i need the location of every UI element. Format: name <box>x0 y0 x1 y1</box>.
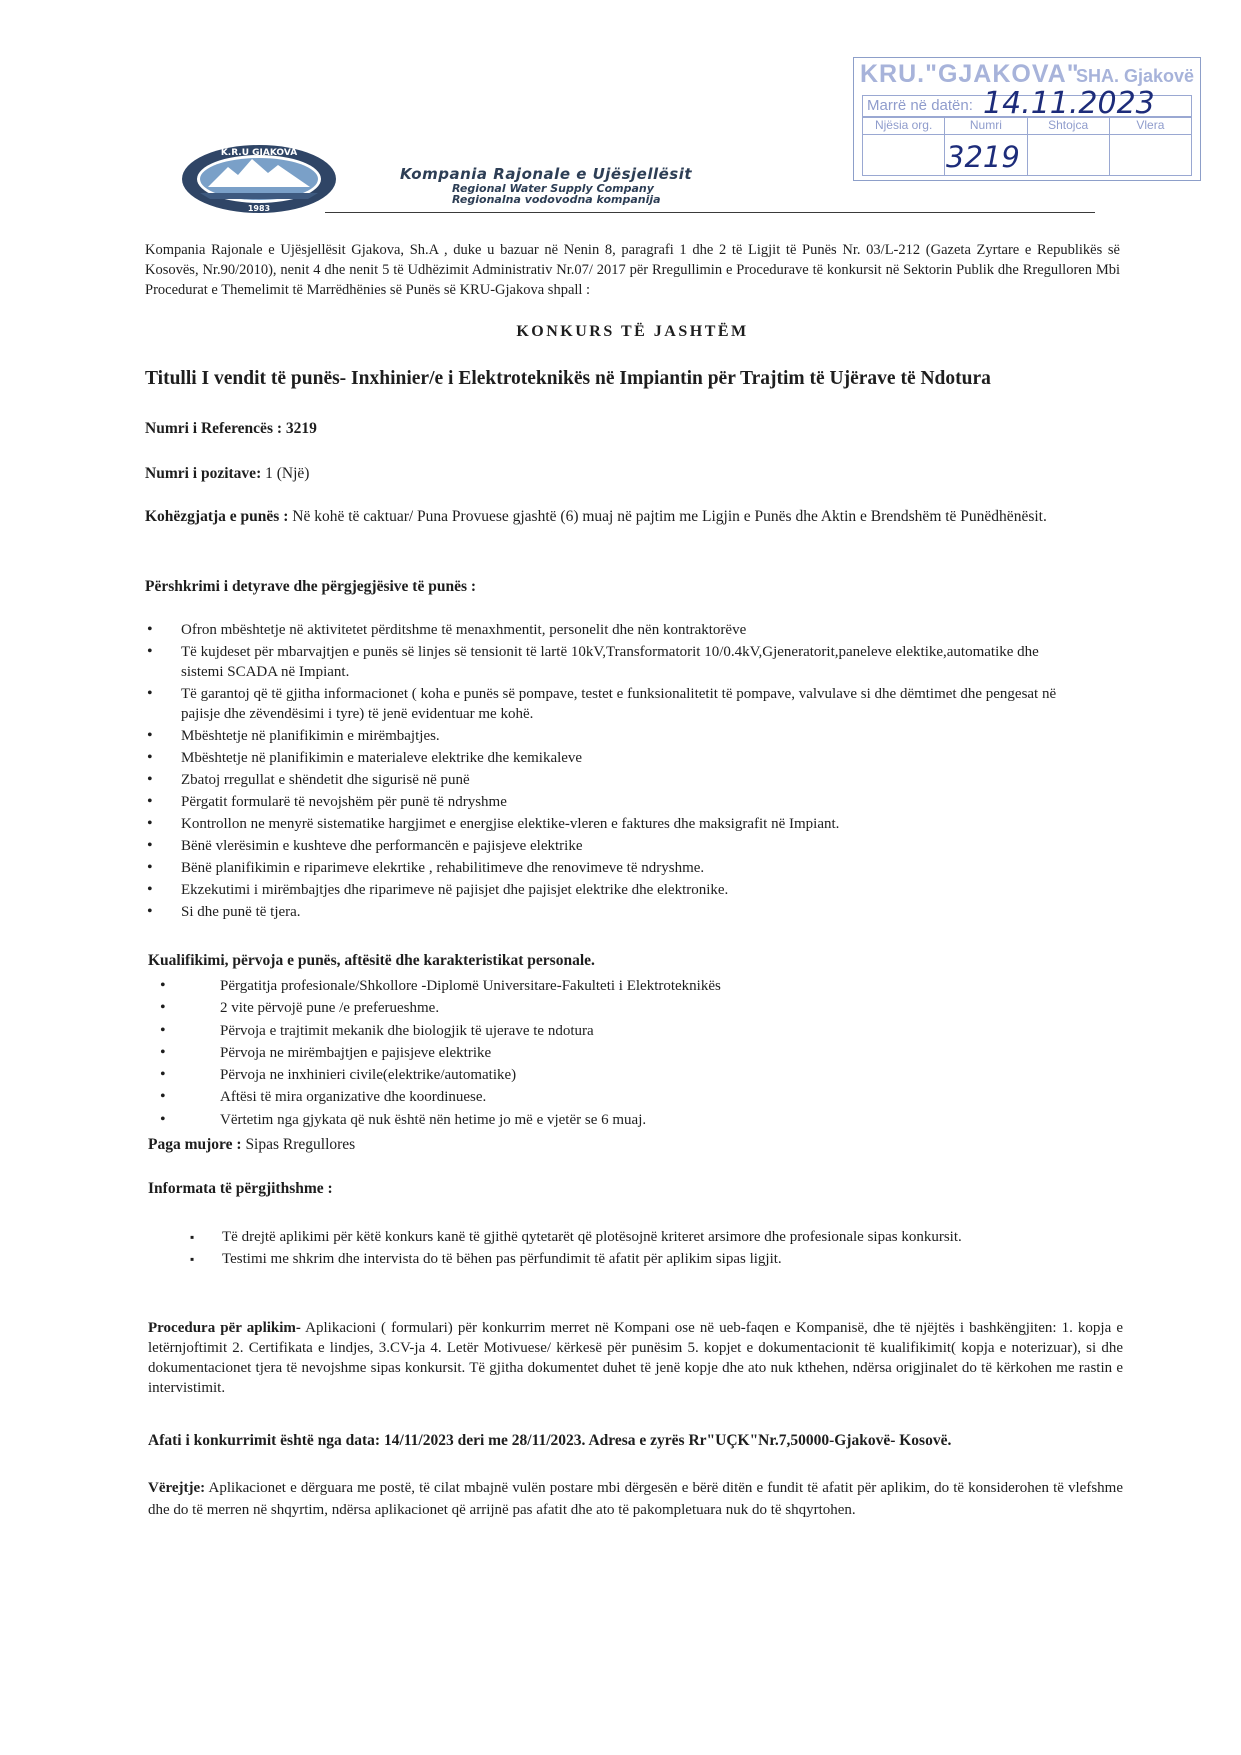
duty-item: • Bënë planifikimin e riparimeve elekrtike , rehabilitimeve dhe renovimeve të ndryshme. <box>147 858 1077 878</box>
reference-label: Numri i Referencës : <box>145 420 283 437</box>
stamp-date-value: 14.11.2023 <box>983 86 1155 121</box>
duty-item: • Të garantoj që të gjitha informacionet ( koha e punës së pompave, testet e funksionalitetit të pompave, valvulave si dhe dëmtimet dhe pengesat në pajisje dhe zëvendësimi i tyre) të jenë evidentuar me kohë. <box>147 684 1077 724</box>
duty-item: • Mbështetje në planifikimin e materialeve elektrike dhe kemikaleve <box>147 748 1077 768</box>
qualification-item: • Vërtetim nga gjykata që nuk është nën hetime jo më e vjetër se 6 muaj. <box>160 1110 1080 1130</box>
logo-top-text: K.R.U GJAKOVA <box>220 148 298 158</box>
company-name-en: Regional Water Supply Company <box>452 181 654 195</box>
duty-item: • Mbështetje në planifikimin e mirëmbajtjes. <box>147 726 1077 746</box>
stamp-col-annex: Shtojca <box>1028 117 1110 134</box>
company-logo <box>180 143 338 215</box>
stamp-org: KRU."GJAKOVA" <box>860 60 1080 88</box>
duties-heading: Përshkrimi i detyrave dhe përgjegjësive të punës : <box>145 578 477 595</box>
procedure-label: Procedura për aplikim- <box>148 1320 301 1336</box>
received-stamp <box>853 57 1201 181</box>
positions-count <box>145 465 309 483</box>
application-deadline: Afati i konkurrimit është nga data: 14/11/2023 deri me 28/11/2023. Adresa e zyrës Rr"UÇK"Nr.7,50000-Gjakovë- Kosovë. <box>148 1432 952 1449</box>
duty-item: • Ekzekutimi i mirëmbajtjes dhe riparimeve në pajisjet dhe pajisjet elektrike dhe elektronike. <box>147 880 1077 900</box>
monthly-pay <box>148 1136 355 1154</box>
duty-item: • Zbatoj rregullat e shëndetit dhe sigurisë në punë <box>147 770 1077 790</box>
qualifications-heading: Kualifikimi, përvoja e punës, aftësitë dhe karakteristikat personale. <box>148 952 595 969</box>
remark <box>148 1477 1123 1521</box>
pay-label: Paga mujore : <box>148 1136 242 1153</box>
qualification-item: • Përvoja ne mirëmbajtjen e pajisjeve elektrike <box>160 1043 1080 1063</box>
company-name-block <box>400 167 830 206</box>
duty-item: • Përgatit formularë të nevojshëm për punë të ndryshme <box>147 792 1077 812</box>
qualification-item: • Përvoja e trajtimit mekanik dhe biologjik të ujerave te ndotura <box>160 1021 1080 1041</box>
header-divider <box>325 212 1095 213</box>
pay-value: Sipas Rregullores <box>245 1136 356 1153</box>
stamp-suffix: SHA. Gjakovë <box>1075 66 1194 86</box>
logo-year: 1983 <box>247 204 271 213</box>
positions-label: Numri i pozitave: <box>145 465 262 482</box>
announcement-title: KONKURS TË JASHTËM <box>516 323 749 340</box>
application-procedure <box>148 1318 1123 1398</box>
company-name-sq: Kompania Rajonale e Ujësjellësit <box>400 165 693 183</box>
duty-item: • Si dhe punë të tjera. <box>147 902 1077 922</box>
reference-value: 3219 <box>285 420 317 437</box>
info-item: ▪ Testimi me shkrim dhe intervista do të bëhen pas përfundimit të afatit për aplikim sipas ligjit. <box>190 1249 1090 1269</box>
stamp-col-number: Numri <box>945 117 1027 134</box>
job-title: Titulli I vendit të punës- Inxhinier/e i Elektroteknikës në Impiantin për Trajtim të Ujërave të Ndotura <box>145 368 991 389</box>
stamp-columns <box>862 116 1192 135</box>
stamp-col-value: Vlera <box>1136 118 1165 132</box>
qualification-item: • Përvoja ne inxhinieri civile(elektrike/automatike) <box>160 1065 1080 1085</box>
duty-item: • Të kujdeset për mbarvajtjen e punës së linjes së tensionit të lartë 10kV,Transformatorit 10/0.4kV,Gjeneratorit,paneleve elektike,automatike dhe sistemi SCADA në Impiant. <box>147 642 1077 682</box>
remark-text: Aplikacionet e dërguara me postë, të cilat mbajnë vulën postare mbi dërgesën e bërë ditën e fundit të afatit për aplikim, do të konsiderohen të vlefshme dhe do të merren në shqyrtim, ndërsa aplikacionet që arrijnë pas afatit dhe ato të pakompletuara nuk do të shqyrtohen. <box>148 1480 1123 1518</box>
duration-label: Kohëzgjatja e punës : <box>145 508 289 525</box>
general-info-heading: Informata të përgjithshme : <box>148 1180 333 1197</box>
qualifications-list <box>160 976 1080 1132</box>
remark-label: Vërejtje: <box>148 1480 206 1496</box>
qualification-item: • Përgatitja profesionale/Shkollore -Diplomë Universitare-Fakulteti i Elektroteknikës <box>160 976 1080 996</box>
duty-item: • Ofron mbështetje në aktivitetet përditshme të menaxhmentit, personelit dhe nën kontraktorëve <box>147 620 1077 640</box>
info-item: ▪ Të drejtë aplikimi për këtë konkurs kanë të gjithë qytetarët që plotësojnë kriteret arsimore dhe profesionale sipas konkursit. <box>190 1227 1090 1247</box>
duty-item: • Kontrollon ne menyrë sistematike hargjimet e energjise elektike-vleren e faktures dhe maksigrafit në Impiant. <box>147 814 1077 834</box>
stamp-date-label: Marrë në datën: <box>867 97 973 114</box>
stamp-number-value: 3219 <box>946 140 1020 174</box>
duty-item: • Bënë vlerësimin e kushteve dhe performancën e pajisjeve elektrike <box>147 836 1077 856</box>
stamp-col-unit: Njësia org. <box>863 117 945 134</box>
reference-number <box>145 420 317 438</box>
general-info-list <box>190 1227 1090 1271</box>
qualification-item: • Aftësi të mira organizative dhe koordinuese. <box>160 1087 1080 1107</box>
company-name-sr: Regionalna vodovodna kompanija <box>452 193 661 207</box>
duration-value: Në kohë të caktuar/ Puna Provuese gjashtë (6) muaj në pajtim me Ligjin e Punës dhe Aktin e Brendshëm të Punëdhënësit. <box>292 508 1047 525</box>
intro-paragraph: Kompania Rajonale e Ujësjellësit Gjakova, Sh.A , duke u bazuar në Nenin 8, paragrafi 1 dhe 2 të Ligjit të Punës Nr. 03/L-212 (Gazeta Zyrtare e Republikës së Kosovës, Nr.90/2010), nenit 4 dhe nenit 5 të Udhëzimit Administrativ Nr.07/ 2017 për Rregullimin e Procedurave të konkursit në Sektorin Publik dhe Rregulloren Mbi Procedurat e Themelimit të Marrëdhënies së Punës së KRU-Gjakova shpall : <box>145 242 1120 298</box>
positions-value: 1 (Një) <box>265 465 310 482</box>
qualification-item: • 2 vite përvojë pune /e preferueshme. <box>160 998 1080 1018</box>
stamp-number-row <box>862 134 1192 176</box>
job-duration <box>145 506 1120 528</box>
stamp-date-row <box>862 86 1192 121</box>
duties-list <box>147 620 1077 924</box>
procedure-text: Aplikacioni ( formulari) për konkurrim merret në Kompani ose në ueb-faqen e Kompanisë, dhe të njëjtës i bashkëngjiten: 1. kopja e letërnjoftimit 2. Certifikata e lindjes, 3.CV-ja 4. Letër Motivuese/ kërkesë për punësim 5. kopjet e dokumentacionit të kualifikimit( kopja e noterizuar), si dhe dokumentacionet tjera të nevojshme sipas konkursit. Të gjitha dokumentet duhet të jenë kopje dhe ato nuk kthehen, ndërsa origjinalet do të kërkohen me rastin e intervistimit. <box>148 1320 1123 1396</box>
